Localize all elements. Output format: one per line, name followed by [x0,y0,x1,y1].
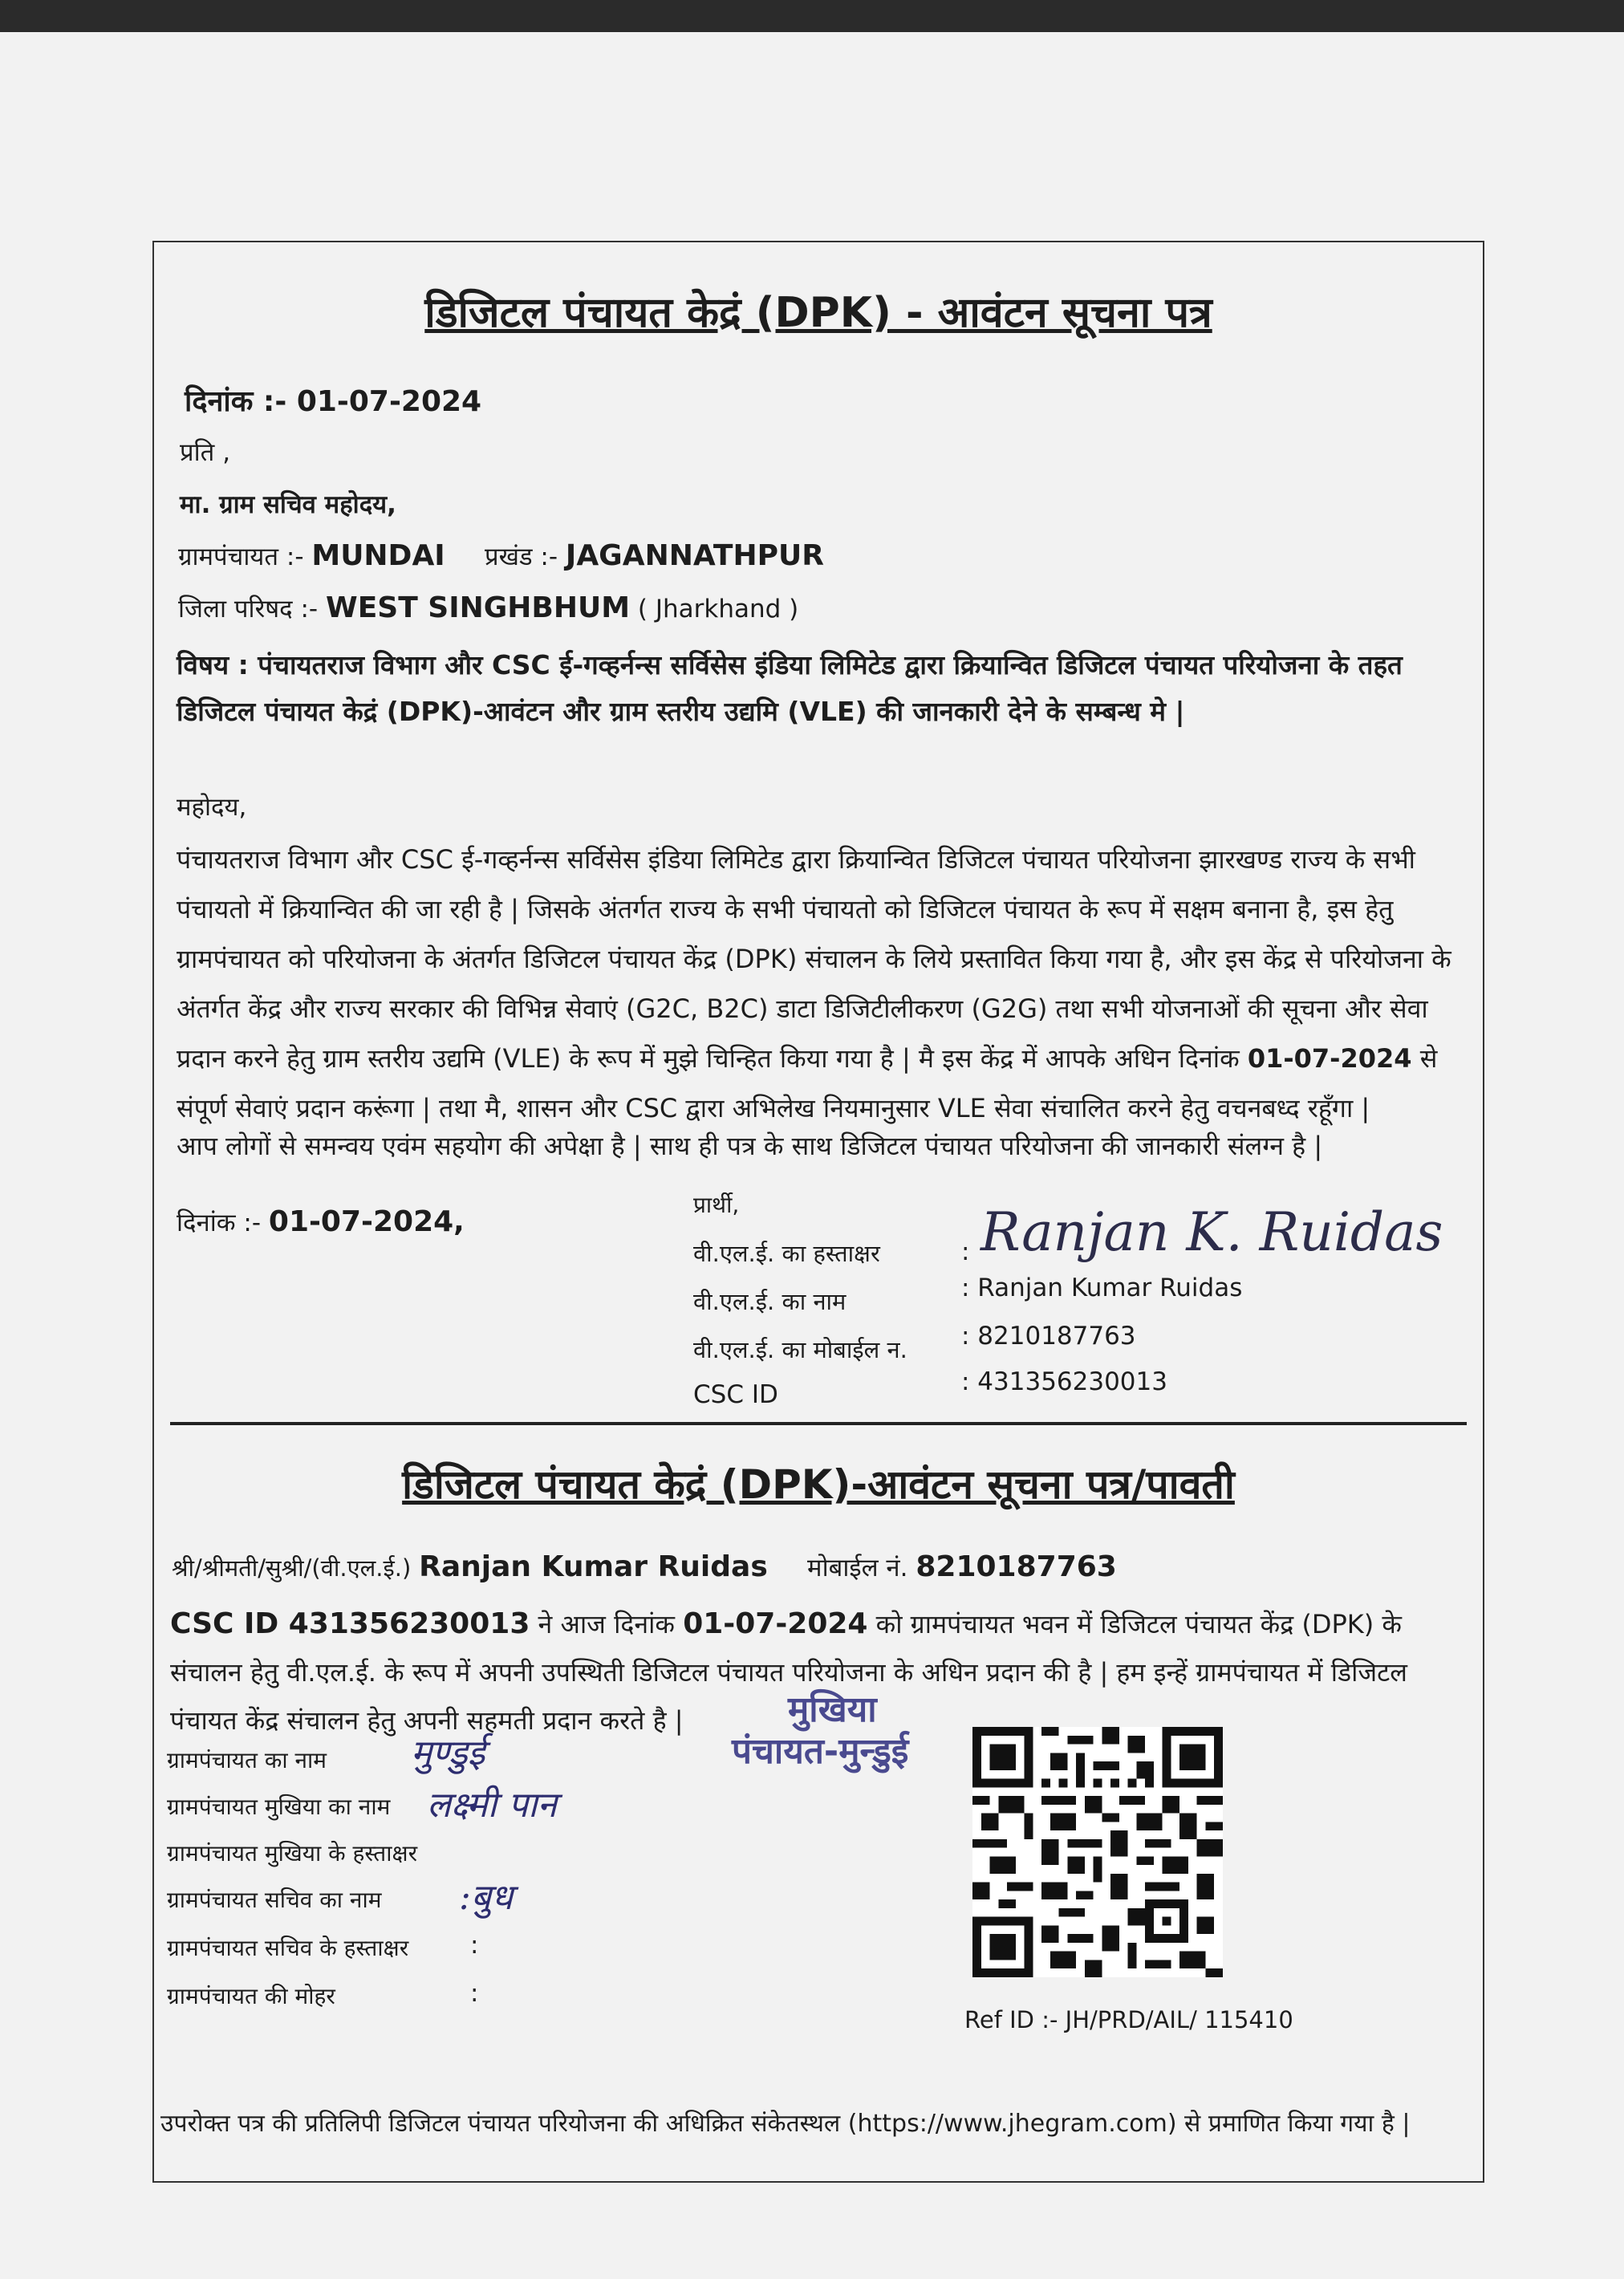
document-title: डिजिटल पंचायत केद्रं (DPK) - आवंटन सूचना पत्र [424,289,1212,337]
qr-code-icon [972,1727,1223,1977]
prati-text: प्रति , [180,438,231,467]
body-date: 01-07-2024 [1247,1043,1412,1074]
mukhiya-stamp-line2: पंचायत-मुन्डुई [732,1731,909,1772]
document-frame [152,241,1484,2183]
footer-note: उपरोक्त पत्र की प्रतिलिपी डिजिटल पंचायत परियोजना की अधिक्रित संकेतस्थल (https://www.jhegram.com) से प्रमाणित किया गया है | [160,2110,1411,2138]
receipt-text-a: ने आज दिनांक [538,1609,676,1639]
letter-body [177,835,1468,1133]
date-label: दिनांक :- [185,385,287,418]
field-label-mukhiya-name: ग्रामपंचायत मुखिया का नाम [167,1794,391,1820]
closing-request: आप लोगों से समन्वय एवंम सहयोग की अपेक्षा है | साथ ही पत्र के साथ डिजिटल पंचायत परियोजना की जानकारी संलग्न है | [177,1131,1323,1161]
sign-date-label: दिनांक :- [177,1209,262,1237]
field-label-secretary-name: ग्रामपंचायत सचिव का नाम [167,1887,382,1913]
gram-panchayat-line [178,539,824,573]
date-value: 01-07-2024 [296,385,482,418]
prarthi-text: प्रार्थी, [693,1192,740,1218]
salutation: महोदय, [177,793,247,822]
ref-id: Ref ID :- JH/PRD/AIL/ 115410 [964,2006,1293,2033]
receipt-text-b: को ग्रामपंचायत भवन में डिजिटल पंचायत केंद्र (DPK) के संचालन हेतु वी.एल.ई. के रूप में अपनी उपस्थिती डिजिटल पंचायत परियोजना के अधिन प्रदान की है | हम इन्हें ग्रामपंचायत में डिजिटल पंचायत केंद्र संचालन हेतु अपनी सहमती प्रदान करते है | [170,1609,1407,1736]
field-label-seal: ग्रामपंचायत की मोहर [167,1983,335,2009]
csc-id-label: CSC ID [693,1380,778,1409]
addressee: मा. ग्राम सचिव महोदय, [180,490,396,519]
subject-text: विषय : पंचायतराज विभाग और CSC ई-गव्हर्नन्स सर्विसेस इंडिया लिमिटेड द्वारा क्रियान्वित डिजिटल पंचायत परियोजना के तहत डिजिटल पंचायत केद्रं (DPK)-आवंटन और ग्राम स्तरीय उद्यमि (VLE) की जानकारी देने के सम्बन्ध मे | [177,649,1403,727]
receipt-prefix: श्री/श्रीमती/सुश्री/(वी.एल.ई.) [172,1554,412,1582]
receipt-vle-line [172,1550,1117,1584]
field-value-mukhiya-name: लक्ष्मी पान [427,1785,557,1826]
prakhand-value: JAGANNATHPUR [565,539,824,572]
receipt-mobile-value: 8210187763 [916,1550,1117,1583]
vle-signature-label: वी.एल.ई. का हस्ताक्षर [693,1240,880,1267]
vle-signature-image: Ranjan K. Ruidas [980,1201,1443,1263]
field-value-secretary-sign: : [470,1931,479,1960]
vle-name-value: : Ranjan Kumar Ruidas [961,1274,1243,1302]
zila-value: WEST SINGHBHUM [325,591,631,624]
paper-sheet [0,32,1624,2279]
body-part2: से संपूर्ण सेवाएं प्रदान करूंगा | तथा मै, शासन और CSC द्वारा अभिलेख नियमानुसार VLE सेवा संचालित करने हेतु वचनबध्द रहूँगा | [177,1043,1438,1123]
csc-id-value: : 431356230013 [961,1367,1167,1396]
receipt-csc-id: CSC ID 431356230013 [170,1607,530,1640]
receipt-date: 01-07-2024 [683,1607,868,1640]
vle-mobile-value: : 8210187763 [961,1322,1136,1351]
mukhiya-stamp-line1: मुखिया [788,1689,877,1730]
field-value-seal: : [470,1979,479,2008]
receipt-title: डिजिटल पंचायत केद्रं (DPK)-आवंटन सूचना पत्र/पावती [402,1461,1235,1508]
date-line [185,380,481,420]
section-divider [170,1422,1467,1425]
sign-date-line [177,1205,465,1239]
vle-name-label: वी.एल.ई. का नाम [693,1288,847,1315]
vle-mobile-label: वी.एल.ई. का मोबाईल न. [693,1336,907,1363]
zila-label: जिला परिषद :- [178,595,319,624]
receipt-vle-name: Ranjan Kumar Ruidas [419,1550,768,1583]
zila-line [178,591,798,625]
gram-panchayat-label: ग्रामपंचायत :- [178,542,304,571]
prakhand-label: प्रखंड :- [484,542,558,571]
gram-panchayat-value: MUNDAI [311,539,445,572]
body-part1: पंचायतराज विभाग और CSC ई-गव्हर्नन्स सर्विसेस इंडिया लिमिटेड द्वारा क्रियान्वित डिजिटल पंचायत परियोजना झारखण्ड राज्य के सभी पंचायतो में क्रियान्वित की जा रही है | जिसके अंतर्गत राज्य के सभी पंचायतो को डिजिटल पंचायत के रूप में सक्षम बनाना है, इस हेतु ग्रामपंचायत को परियोजना के अंतर्गत डिजिटल पंचायत केंद्र (DPK) संचालन के लिये प्रस्तावित किया गया है, और इस केंद्र से परियोजना के अंतर्गत केंद्र और राज्य सरकार की विभिन्न सेवाएं (G2C, B2C) डाटा डिजिटीलीकरण (G2G) तथा सभी योजनाओं की सूचना और सेवा प्रदान करने हेतु ग्राम स्तरीय उद्यमि (VLE) के रूप में मुझे चिन्हित किया गया है | मै इस केंद्र में आपके अधिन दिनांक [177,844,1451,1074]
sign-date-value: 01-07-2024, [268,1205,465,1238]
field-label-secretary-sign: ग्रामपंचायत सचिव के हस्ताक्षर [167,1935,409,1961]
field-value-gp-name: मुण्डुई [411,1733,485,1773]
receipt-mobile-label: मोबाईल नं. [807,1554,908,1582]
field-label-gp-name: ग्रामपंचायत का नाम [167,1747,327,1773]
field-label-mukhiya-sign: ग्रामपंचायत मुखिया के हस्ताक्षर [167,1840,418,1867]
vle-signature-colon: : [961,1237,970,1266]
state-value: ( Jharkhand ) [637,595,799,624]
field-value-secretary-name: :बुध [459,1877,514,1918]
